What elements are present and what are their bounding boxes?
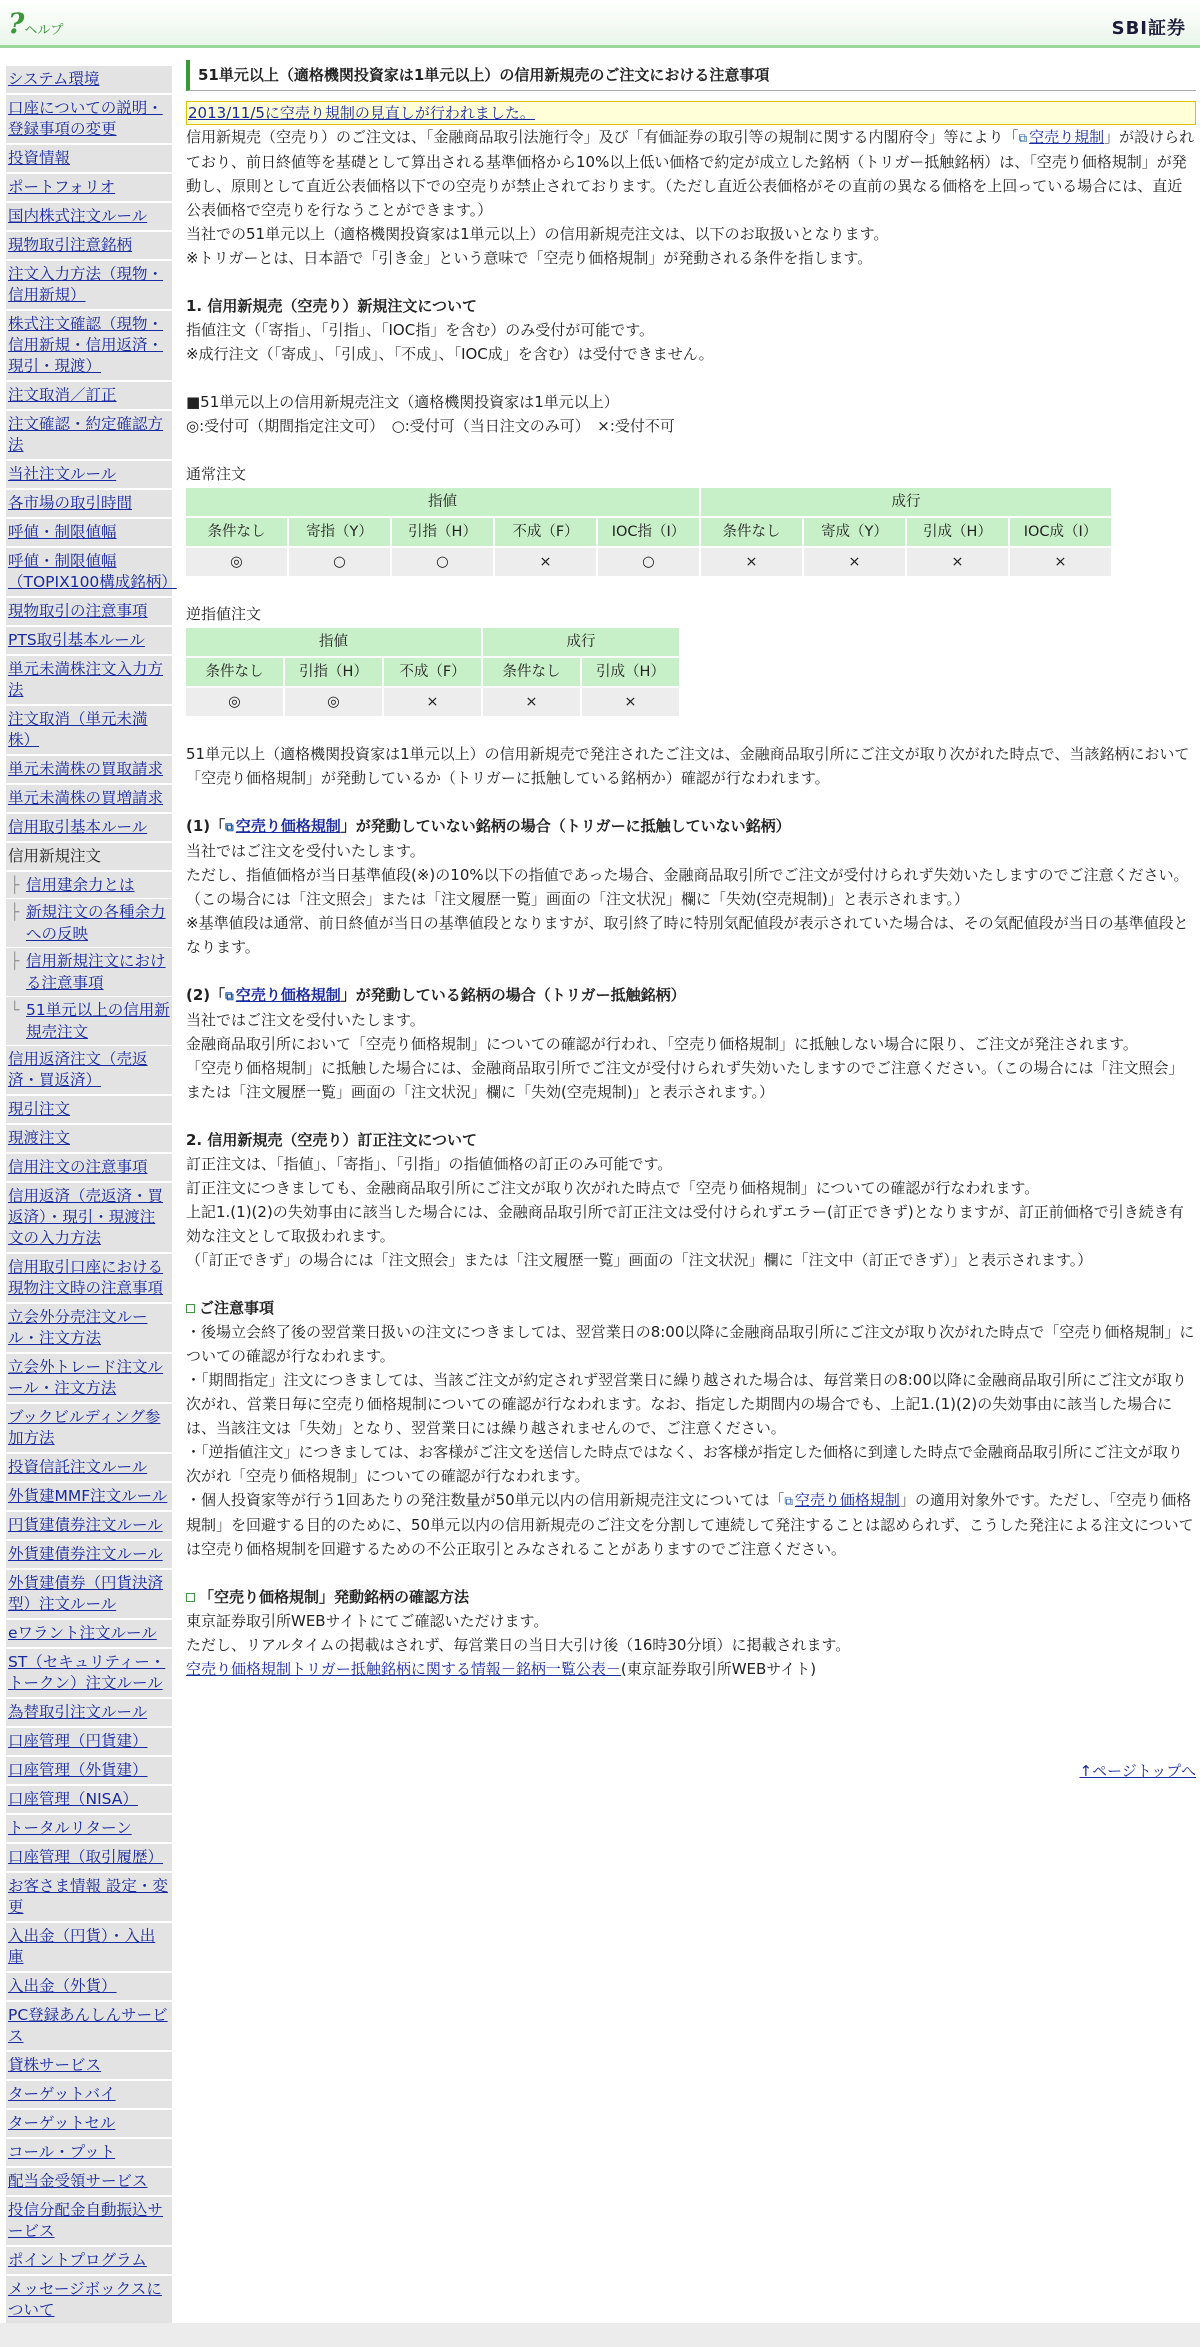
sidebar-item-b-12[interactable]: 外貨建債券注文ルール (6, 1541, 172, 1570)
normal-value-0: ◎ (186, 548, 287, 576)
normal-header-6: 寄成（Y） (804, 518, 905, 546)
sidebar-item-b-16[interactable]: 為替取引注文ルール (6, 1699, 172, 1728)
normal-value-6: × (804, 548, 905, 576)
sidebar-item-b-1[interactable]: 現引注文 (6, 1096, 172, 1125)
normal-value-7: × (907, 548, 1008, 576)
caution-title-text: ご注意事項 (199, 1299, 275, 1317)
sidebar-item-b-28[interactable]: ターゲットセル (6, 2110, 172, 2139)
caution-1: ・後場立会終了後の翌営業日扱いの注文につきましては、翌営業日の8:00以降に金融商品取引所にご注文が取り次がれた時点で「空売り価格規制」についての確認が行なわれます。 (186, 1323, 1195, 1365)
sidebar-item-b-3[interactable]: 信用注文の注意事項 (6, 1154, 172, 1183)
sbi-logo: SBI証券 (1111, 18, 1186, 39)
notice-link[interactable]: 2013/11/5に空売り規制の見直しが行われました。 (188, 104, 535, 122)
sidebar-item-3[interactable]: ポートフォリオ (6, 174, 172, 203)
normal-header-7: 引成（H） (907, 518, 1008, 546)
c1-p2: ただし、指値価格が当日基準値段(※)の10%以下の指値であった場合、金融商品取引所でご注文が受付けられず失効いたしますのでご注意ください。（この場合には「注文照会」または「注文履歴一覧」画面の「注文状況」欄に「失効(空売規制)」と表示されます。） (186, 866, 1189, 908)
caution4-pre: ・個人投資家等が行う1回あたりの発注数量が50単元以内の信用新規売注文については「 (186, 1491, 785, 1509)
s1-p1: 指値注文（「寄指」、「引指」、「IOC指」を含む）のみ受付が可能です。 (186, 321, 655, 339)
confirm-line (186, 1657, 1196, 1681)
intro1-a: 信用新規売（空売り）のご注文は、「金融商品取引法施行令」及び「有価証券の取引等の規制に関する内閣府令」等により「 (186, 128, 1019, 146)
square-bullet-icon (186, 1304, 195, 1313)
normal-group-market: 成行 (701, 488, 1111, 516)
sidebar-item-b-19[interactable]: 口座管理（NISA） (6, 1786, 172, 1815)
confirm-p1: 東京証券取引所WEBサイトにてご確認いただけます。 (186, 1612, 549, 1630)
sidebar-item-b-8[interactable]: ブックビルディング参加方法 (6, 1404, 172, 1454)
sidebar-item-b-26[interactable]: 貸株サービス (6, 2052, 172, 2081)
normal-header-0: 条件なし (186, 518, 287, 546)
help-icon: ? (8, 7, 25, 40)
stop-value-1: ◎ (285, 688, 382, 716)
sidebar-item-10[interactable]: 当社注文ルール (6, 461, 172, 490)
sidebar-item-b-7[interactable]: 立会外トレード注文ルール・注文方法 (6, 1354, 172, 1404)
sidebar-item-b-6[interactable]: 立会外分売注文ルール・注文方法 (6, 1304, 172, 1354)
sidebar-item-b-32[interactable]: ポイントプログラム (6, 2247, 172, 2276)
stop-header-4: 引成（H） (582, 658, 679, 686)
s1-p2: ※成行注文（「寄成」、「引成」、「不成」、「IOC成」を含む）は受付できません。 (186, 345, 714, 363)
sidebar-item-7[interactable]: 株式注文確認（現物・信用新規・信用返済・現引・現渡） (6, 311, 172, 382)
sidebar-item-2[interactable]: 投資情報 (6, 145, 172, 174)
tse-trigger-link[interactable]: 空売り価格規制トリガー抵触銘柄に関する情報－銘柄一覧公表－ (186, 1660, 621, 1678)
stop-order-table (184, 626, 681, 718)
confirm-title (186, 1585, 1196, 1609)
page-top-link[interactable] (1079, 1760, 1196, 1781)
s2-p1: 訂正注文は、「指値」、「寄指」、「引指」の指値価格の訂正のみ可能です。 (186, 1155, 673, 1173)
stop-group-limit: 指値 (186, 628, 481, 656)
page-title: 51単元以上（適格機関投資家は1単元以上）の信用新規売のご注文における注意事項 (186, 60, 1196, 91)
caution-2: ・「期間指定」注文につきましては、当該ご注文が約定されず翌営業日に繰り越された場合は、毎営業日の8:00以降に金融商品取引所にご注文が取り次がれ、営業日毎に空売り価格規制についての確認が行なわれます。なお、指定した期間内の場合でも、上記1.(1)(2)の失効事由に該当した場合には、当該注文は「失効」となり、翌営業日には繰り越されませんので、ご注意ください。 (186, 1371, 1187, 1437)
stop-value-2: × (384, 688, 481, 716)
stop-value-4: × (582, 688, 679, 716)
stop-header-2: 不成（F） (384, 658, 481, 686)
header (0, 0, 1200, 48)
intro-text-2: 当社での51単元以上（適格機関投資家は1単元以上）の信用新規売注文は、以下のお取扱いとなります。 (186, 225, 889, 243)
square-bullet-icon (186, 1593, 195, 1602)
stop-header-0: 条件なし (186, 658, 283, 686)
sidebar-item-b-13[interactable]: 外貨建債券（円貨決済型）注文ルール (6, 1570, 172, 1620)
c1-post: 」が発動していない銘柄の場合（トリガーに抵触していない銘柄） (340, 817, 791, 835)
notice-box (186, 101, 1196, 125)
s1-legend: ◎:受付可（期間指定注文可） ○:受付可（当日注文のみ可） ×:受付不可 (186, 417, 675, 435)
sidebar-item-b-5[interactable]: 信用取引口座における現物注文時の注意事項 (6, 1254, 172, 1304)
caution-4 (186, 1488, 1196, 1561)
normal-value-5: × (701, 548, 802, 576)
stop-value-3: × (483, 688, 580, 716)
normal-group-limit: 指値 (186, 488, 699, 516)
stop-order-label: 逆指値注文 (186, 605, 262, 623)
s2-p4: （「訂正できず」の場合には「注文照会」または「注文履歴一覧」画面の「注文状況」欄に「注文中（訂正できず）」と表示されます。） (186, 1251, 1093, 1269)
normal-order-label: 通常注文 (186, 465, 247, 483)
c2-pre: (2)「 (186, 986, 226, 1004)
sidebar-item-b-11[interactable]: 円貨建債券注文ルール (6, 1512, 172, 1541)
normal-order-table (184, 486, 1113, 578)
karauri-link[interactable]: ⧉ 空売り規制 (1019, 128, 1105, 146)
caution-3: ・「逆指値注文」につきましては、お客様がご注文を送信した時点ではなく、お客様が指定した価格に到達した時点で金融商品取引所にご注文が取り次がれ「空売り価格規制」についての確認が行なわれます。 (186, 1443, 1183, 1485)
sidebar-item-b-14[interactable]: eワラント注文ルール (6, 1620, 172, 1649)
sidebar-item-1[interactable]: 口座についての説明・登録事項の変更 (6, 95, 172, 145)
c2-p2: 金融商品取引所において「空売り価格規制」についての確認が行われ、「空売り価格規制」に抵触しない場合に限り、ご注文が発注されます。 (186, 1035, 1138, 1053)
sidebar-item-current: 信用新規注文 (6, 843, 172, 872)
sidebar-item-8[interactable]: 注文取消／訂正 (6, 382, 172, 411)
normal-header-2: 引指（H） (392, 518, 493, 546)
s2-p3: 上記1.(1)(2)の失効事由に該当した場合には、金融商品取引所で訂正注文は受付けられずエラー(訂正できず)となりますが、訂正前価格で引き続き有効な注文として取扱われます。 (186, 1203, 1184, 1245)
sidebar-item-0[interactable]: システム環境 (6, 66, 172, 95)
caution-title (186, 1296, 1196, 1320)
stop-header-1: 引指（H） (285, 658, 382, 686)
sidebar-item-b-33[interactable]: メッセージボックスについて (6, 2276, 172, 2326)
help-label: ヘルプ (24, 23, 64, 38)
normal-value-4: ○ (598, 548, 699, 576)
normal-value-2: ○ (392, 548, 493, 576)
sidebar-item-b-24[interactable]: 入出金（外貨） (6, 1973, 172, 2002)
sidebar-item-b-30[interactable]: 配当金受領サービス (6, 2168, 172, 2197)
sidebar-item-11[interactable]: 各市場の取引時間 (6, 490, 172, 519)
sidebar-item-b-4[interactable]: 信用返済（売返済・買返済）・現引・現渡注文の入力方法 (6, 1183, 172, 1254)
sidebar-item-b-27[interactable]: ターゲットバイ (6, 2081, 172, 2110)
footer-bar (0, 2323, 1200, 2347)
intro-text-3: ※トリガーとは、日本語で「引き金」という意味で「空売り価格規制」が発動される条件を指します。 (186, 249, 873, 267)
s2-p2: 訂正注文につきましても、金融商品取引所にご注文が取り次がれた時点で「空売り価格規制」についての確認が行なわれます。 (186, 1179, 1040, 1197)
sidebar-item-b-22[interactable]: お客さま情報 設定・変更 (6, 1873, 172, 1923)
sidebar-item-b-0[interactable]: 信用返済注文（売返済・買返済） (6, 1046, 172, 1096)
sidebar-item-b-29[interactable]: コール・プット (6, 2139, 172, 2168)
confirm-title-text: 「空売り価格規制」発動銘柄の確認方法 (199, 1588, 470, 1606)
sidebar-item-b-23[interactable]: 入出金（円貨）・入出庫 (6, 1923, 172, 1973)
s1-box-label: ■51単元以上の信用新規売注文（適格機関投資家は1単元以上） (186, 393, 619, 411)
sidebar-item-b-21[interactable]: 口座管理（取引履歴） (6, 1844, 172, 1873)
arrow-up-icon: ↑ (1079, 1762, 1093, 1780)
c2-post: 」が発動している銘柄の場合（トリガー抵触銘柄） (340, 986, 686, 1004)
confirm-p2: ただし、リアルタイムの掲載はされず、毎営業日の当日大引け後（16時30分頃）に掲載されます。 (186, 1636, 851, 1654)
c2-p1: 当社ではご注文を受付いたします。 (186, 1011, 425, 1029)
caution4-post: 」の適用対象外です。ただし、「空売り価格規制」を回避する目的のために、50単元以内の信用新規売のご注文を分割して連続して発注することは認められず、こうした発注による注文については空売り価格規制を回避するための不公正取引とみなされることがありますのでご注意ください。 (186, 1491, 1194, 1558)
sidebar-item-17[interactable]: 注文取消（単元未満株） (6, 706, 172, 756)
nav-bottom-group (6, 1046, 172, 2326)
section-2-title: 2. 信用新規売（空売り）訂正注文について (186, 1131, 478, 1149)
case-2-link[interactable]: ⧉ 空売り価格規制 (225, 986, 341, 1004)
stop-value-0: ◎ (186, 688, 283, 716)
nav-top-group (6, 66, 177, 843)
sidebar-item-b-31[interactable]: 投信分配金自動振込サービス (6, 2197, 172, 2247)
stop-header-3: 条件なし (483, 658, 580, 686)
normal-header-3: 不成（F） (495, 518, 596, 546)
intro1-b: 」が設けられており、前日終値等を基礎として算出される基準価格から10%以上低い価格で約定が成立した銘柄（トリガー抵触銘柄）は、「空売り価格規制」が発動し、原則として直近公表価格以下での空売りが禁止されております。（ただし直近公表価格がその直前の異なる価格を上回っている場合には、直近公表価格で空売りを行なうことができます。） (186, 128, 1195, 219)
sidebar-item-12[interactable]: 呼値・制限値幅 (6, 519, 172, 548)
case-1-title (186, 814, 1196, 839)
nav-sub-group (6, 872, 172, 1046)
sidebar-item-b-18[interactable]: 口座管理（外貨建） (6, 1757, 172, 1786)
c1-p3: ※基準値段は通常、前日終値が当日の基準値段となりますが、取引終了時に特別気配値段が表示されていた場合は、その気配値段が当日の基準値段となります。 (186, 914, 1189, 956)
case-2-title (186, 983, 1196, 1008)
normal-header-4: IOC指（I） (598, 518, 699, 546)
sidebar-subitem-3[interactable]: └ 51単元以上の信用新規売注文 (6, 997, 172, 1046)
sidebar-item-15[interactable]: PTS取引基本ルール (6, 627, 172, 656)
stop-group-market: 成行 (483, 628, 679, 656)
help-link[interactable] (8, 7, 64, 40)
sidebar-item-19[interactable]: 単元未満株の買増請求 (6, 785, 172, 814)
sidebar-item-6[interactable]: 注文入力方法（現物・信用新規） (6, 261, 172, 311)
sidebar-item-b-10[interactable]: 外貨建MMF注文ルール (6, 1483, 172, 1512)
c1-p1: 当社ではご注文を受付いたします。 (186, 842, 425, 860)
main-content (186, 60, 1196, 1681)
sidebar-item-4[interactable]: 国内株式注文ルール (6, 203, 172, 232)
sidebar-item-5[interactable]: 現物取引注意銘柄 (6, 232, 172, 261)
sidebar-subitem-2[interactable]: ├ 信用新規注文における注意事項 (6, 948, 172, 997)
case-1-link[interactable]: ⧉ 空売り価格規制 (225, 817, 341, 835)
normal-value-3: × (495, 548, 596, 576)
sidebar-item-14[interactable]: 現物取引の注意事項 (6, 598, 172, 627)
caution-4-link[interactable]: ⧉ 空売り価格規制 (784, 1491, 900, 1509)
tse-link-suffix: (東京証券取引所WEBサイト) (620, 1660, 817, 1678)
c2-p3: 「空売り価格規制」に抵触した場合には、金融商品取引所でご注文が受付けられず失効いたしますのでご注意ください。（この場合には「注文照会」または「注文履歴一覧」画面の「注文状況」欄に「失効(空売規制)」と表示されます。） (186, 1059, 1184, 1101)
sidebar-item-18[interactable]: 単元未満株の買取請求 (6, 756, 172, 785)
sidebar (6, 66, 177, 2326)
sidebar-subitem-0[interactable]: ├ 信用建余力とは (6, 872, 172, 899)
sidebar-item-b-2[interactable]: 現渡注文 (6, 1125, 172, 1154)
normal-value-1: ○ (289, 548, 390, 576)
sidebar-item-9[interactable]: 注文確認・約定確認方法 (6, 411, 172, 461)
normal-header-8: IOC成（I） (1010, 518, 1111, 546)
normal-header-1: 寄指（Y） (289, 518, 390, 546)
sidebar-subitem-1[interactable]: ├ 新規注文の各種余力への反映 (6, 899, 172, 948)
intro-text-1 (186, 125, 1196, 222)
after-tables-text: 51単元以上（適格機関投資家は1単元以上）の信用新規売で発注されたご注文は、金融商品取引所にご注文が取り次がれた時点で、当該銘柄において「空売り価格規制」が発動しているか（トリガーに抵触している銘柄か）確認が行なわれます。 (186, 745, 1190, 787)
sidebar-item-b-17[interactable]: 口座管理（円貨建） (6, 1728, 172, 1757)
sidebar-item-b-25[interactable]: PC登録あんしんサービス (6, 2002, 172, 2052)
sidebar-item-b-20[interactable]: トータルリターン (6, 1815, 172, 1844)
section-1-title: 1. 信用新規売（空売り）新規注文について (186, 297, 478, 315)
sidebar-item-20[interactable]: 信用取引基本ルール (6, 814, 172, 843)
sidebar-item-13[interactable]: 呼値・制限値幅（TOPIX100構成銘柄） (6, 548, 172, 598)
normal-value-8: × (1010, 548, 1111, 576)
sidebar-item-b-15[interactable]: ST（セキュリティー・トークン）注文ルール (6, 1649, 172, 1699)
sidebar-item-b-9[interactable]: 投資信託注文ルール (6, 1454, 172, 1483)
page-top-label: ページトップへ (1092, 1762, 1196, 1780)
c1-pre: (1)「 (186, 817, 226, 835)
normal-header-5: 条件なし (701, 518, 802, 546)
sidebar-item-16[interactable]: 単元未満株注文入力方法 (6, 656, 172, 706)
